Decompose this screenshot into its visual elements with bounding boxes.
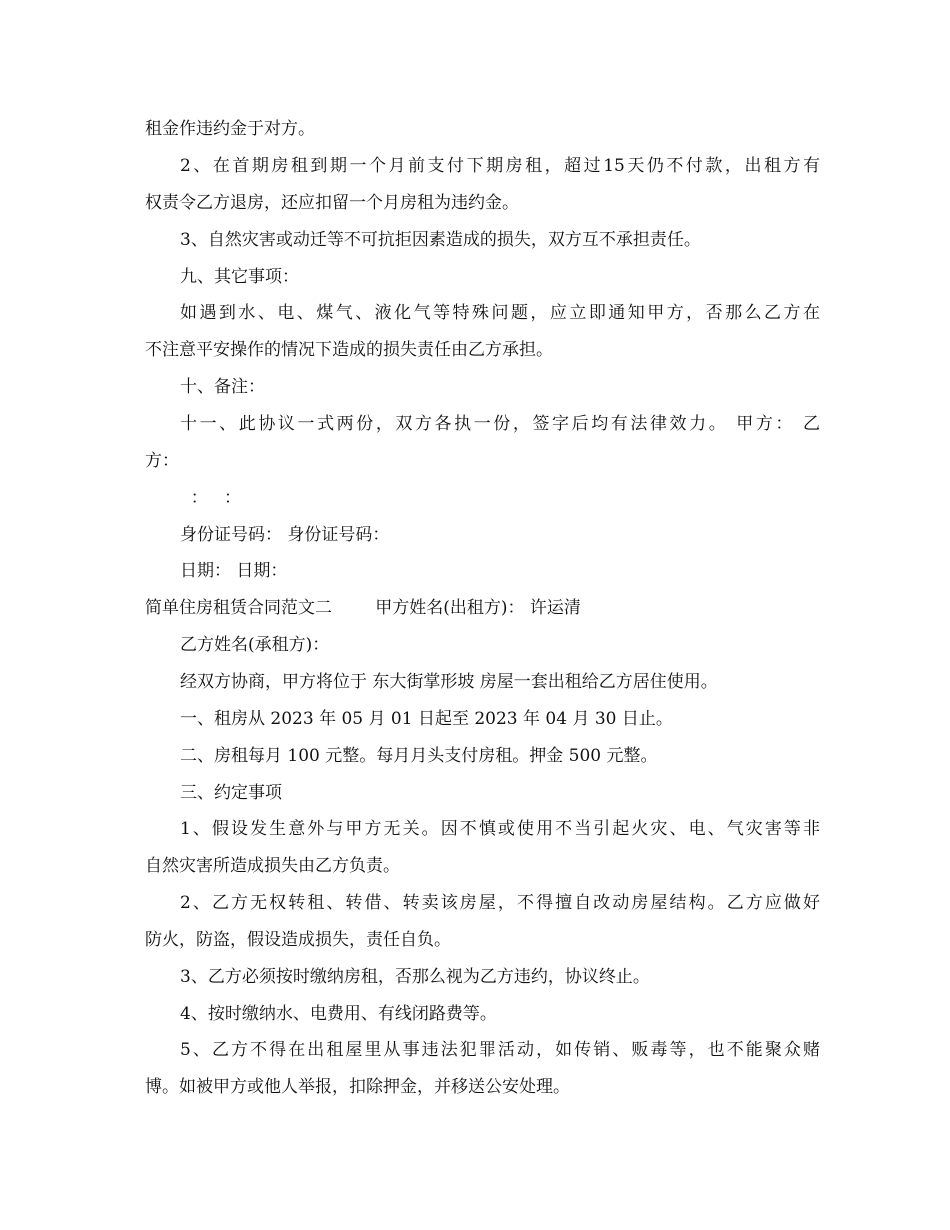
- text-line: 3、乙方必须按时缴纳房租，否那么视为乙方违约，协议终止。: [180, 967, 650, 987]
- section-heading: 三、约定事项: [180, 783, 282, 803]
- id-number-line: 身份证号码： 身份证号码：: [180, 525, 390, 545]
- text-line: 博。如被甲方或他人举报，扣除押金，并移送公安处理。: [145, 1077, 570, 1097]
- text-line: 1、假设发生意外与甲方无关。因不慎或使用不当引起火灾、电、气灾害等非: [180, 819, 820, 839]
- section-heading: 九、其它事项：: [180, 267, 299, 287]
- text-line: 租金作违约金于对方。: [145, 119, 315, 139]
- date-line: 日期： 日期：: [180, 561, 288, 581]
- text-line: 经双方协商，甲方将位于 东大街掌形坡 房屋一套出租给乙方居住使用。: [180, 672, 718, 692]
- text-line: 权责令乙方退房，还应扣留一个月房租为违约金。: [145, 193, 519, 213]
- text-line: 5、乙方不得在出租屋里从事违法犯罪活动，如传销、贩毒等，也不能聚众赌: [180, 1040, 820, 1060]
- text-line: 二、房租每月 100 元整。每月月头支付房租。押金 500 元整。: [180, 746, 658, 766]
- contract-title-line: 简单住房租赁合同范文二 甲方姓名(出租方)： 许运清: [145, 598, 581, 618]
- text-line: 不注意平安操作的情况下造成的损失责任由乙方承担。: [145, 340, 553, 360]
- text-line: 2、在首期房租到期一个月前支付下期房租，超过15天仍不付款，出租方有: [180, 156, 820, 176]
- text-line: 十一、此协议一式两份，双方各执一份，签字后均有法律效力。 甲方： 乙: [180, 414, 820, 434]
- section-heading: 十、备注：: [180, 377, 265, 397]
- signature-line: ： ：: [180, 488, 242, 508]
- text-line: 自然灾害所造成损失由乙方负责。: [145, 856, 400, 876]
- text-line: 一、租房从 2023 年 05 月 01 日起至 2023 年 04 月 30 日止。: [180, 709, 673, 729]
- text-line: 方：: [145, 451, 179, 471]
- text-line: 3、自然灾害或动迁等不可抗拒因素造成的损失，双方互不承担责任。: [180, 230, 701, 250]
- tenant-name-line: 乙方姓名(承租方)：: [180, 635, 330, 655]
- text-line: 防火，防盗，假设造成损失，责任自负。: [145, 930, 451, 950]
- text-line: 如遇到水、电、煤气、液化气等特殊问题，应立即通知甲方，否那么乙方在: [180, 303, 820, 323]
- text-line: 2、乙方无权转租、转借、转卖该房屋，不得擅自改动房屋结构。乙方应做好: [180, 893, 820, 913]
- text-line: 4、按时缴纳水、电费用、有线闭路费等。: [180, 1004, 497, 1024]
